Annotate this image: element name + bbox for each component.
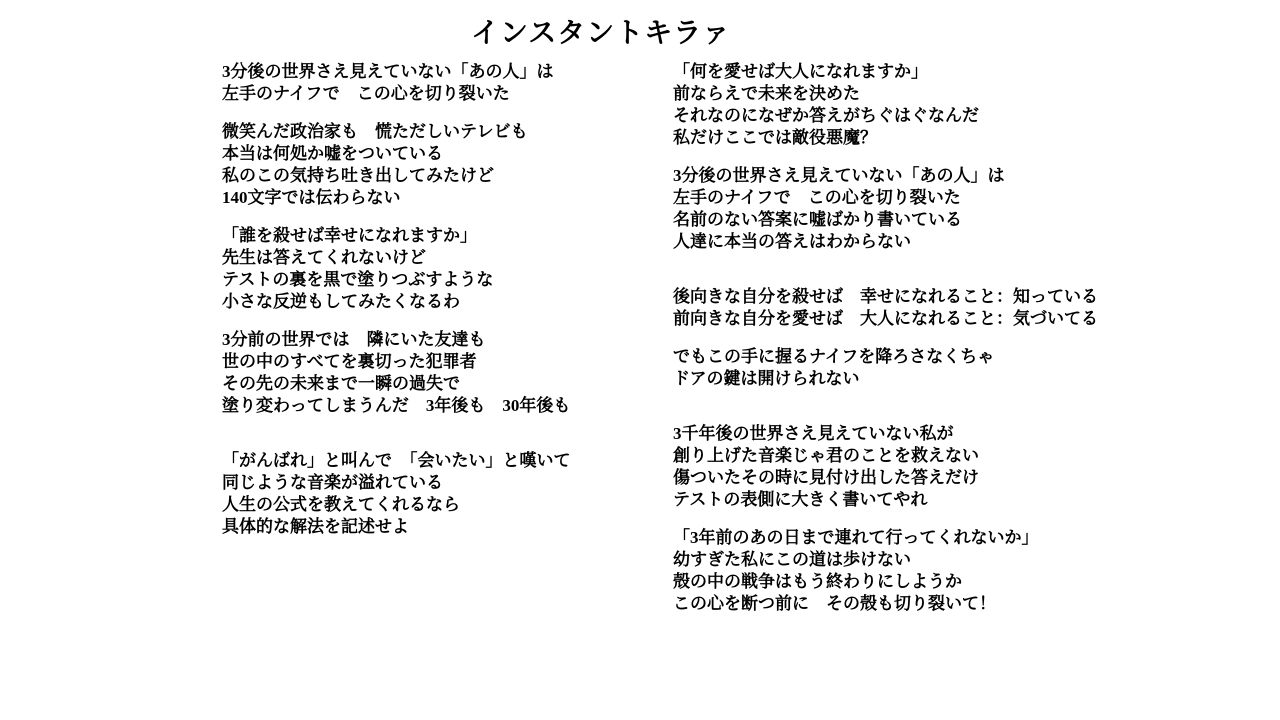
lyric-line: 人生の公式を教えてくれるなら [222,495,460,514]
lyric-line: 世の中のすべてを裏切った犯罪者 [222,352,477,371]
lyric-line: 「3年前のあの日まで連れて行ってくれないか」 [673,528,1039,547]
stanza [673,527,1123,615]
lyric-line: 3分前の世界では 隣にいた友達も [222,330,486,349]
lyric-line: でもこの手に握るナイフを降ろさなくちゃ [673,347,995,366]
lyric-line: 具体的な解法を記述せよ [222,517,409,536]
lyric-line: 同じような音楽が溢れている [222,473,443,492]
lyric-line: 塗り変わってしまうんだ 3年後も 30年後も [222,396,571,415]
lyric-line: 3千年後の世界さえ見えていない私が [673,424,954,443]
lyric-line: 「何を愛せば大人になれますか」 [673,62,928,81]
lyric-line: この心を断つ前に その殻も切り裂いて！ [673,594,996,613]
lyric-line: 前ならえで未来を決めた [673,84,860,103]
lyric-line: 前向きな自分を愛せば 大人になれること：気づいてる [673,309,1098,328]
lyric-line: ドアの鍵は開けられない [673,369,860,388]
lyric-line: 先生は答えてくれないけど [222,248,426,267]
lyric-line: 「誰を殺せば幸せになれますか」 [222,226,477,245]
lyric-line: 微笑んだ政治家も 慌ただしいテレビも [222,122,528,141]
lyrics-column-right [673,61,1123,615]
lyric-line: 左手のナイフで この心を切り裂いた [673,188,961,207]
lyric-line: 名前のない答案に嘘ばかり書いている [673,210,962,229]
lyric-line: 左手のナイフで この心を切り裂いた [222,84,510,103]
lyric-line: 3分後の世界さえ見えていない「あの人」は [222,62,554,81]
stanza [673,61,1123,149]
lyric-line: その先の未来まで一瞬の過失で [222,374,460,393]
lyric-line: テストの表側に大きく書いてやれ [673,490,928,509]
stanza [222,450,652,538]
lyric-line: 後向きな自分を殺せば 幸せになれること：知っている [673,287,1098,306]
lyric-line: それなのになぜか答えがちぐはぐなんだ [673,106,979,125]
lyric-line: 小さな反逆もしてみたくなるわ [222,292,460,311]
stanza [222,225,652,313]
lyric-line: 人達に本当の答えはわからない [673,232,911,251]
lyric-line: 幼すぎた私にこの道は歩けない [673,550,911,569]
lyrics-column-left [222,61,652,538]
lyric-line: 私のこの気持ち吐き出してみたけど [222,166,494,185]
lyric-line: 「がんばれ」と叫んで 「会いたい」と嘆いて [222,451,571,470]
stanza [222,61,652,105]
stanza [222,329,652,417]
lyric-line: 3分後の世界さえ見えていない「あの人」は [673,166,1005,185]
lyric-line: 私だけここでは敵役悪魔？ [673,128,877,147]
lyric-line: 創り上げた音楽じゃ君のことを救えない [673,446,979,465]
stanza [673,286,1123,330]
lyric-line: 殻の中の戦争はもう終わりにしようか [673,572,962,591]
stanza [673,346,1123,390]
song-title: インスタントキラァ [471,18,731,49]
stanza [222,121,652,209]
stanza [673,165,1123,253]
lyric-line: 140文字では伝わらない [222,188,401,207]
stanza [673,423,1123,511]
lyric-line: 傷ついたその時に見付け出した答えだけ [673,468,979,487]
lyric-line: テストの裏を黒で塗りつぶすような [222,270,494,289]
lyric-line: 本当は何処か嘘をついている [222,144,443,163]
